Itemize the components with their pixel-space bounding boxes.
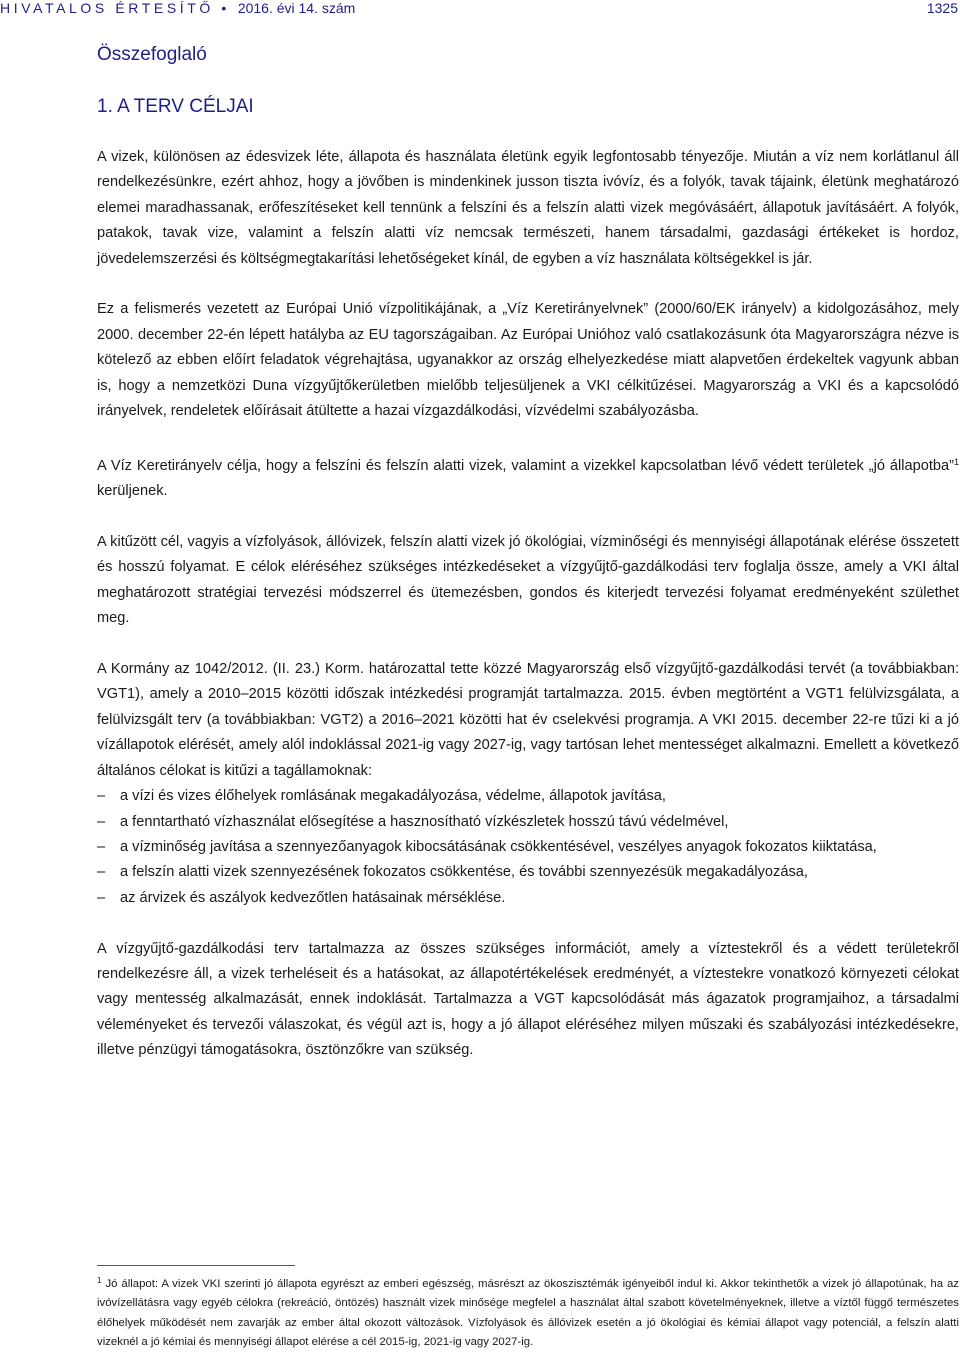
footnote [97,1271,959,1353]
list-dash: – [97,864,106,881]
list-item [97,886,959,911]
footnote-marker: 1 [97,1276,102,1285]
list-dash: – [97,788,106,805]
journal-name: HIVATALOS ÉRTESÍTŐ [0,0,214,16]
list-dash: – [97,838,106,855]
page-header [0,0,960,20]
list-item-text: a vízi és vizes élőhelyek romlásának megakadályozása, védelme, állapotok javítása, [120,788,666,805]
section-title: 1. A TERV CÉLJAI [97,96,254,117]
list-item-text: a vízminőség javítása a szennyezőanyagok kibocsátásának csökkentésével, veszélyes anyagok fokozatos kiiktatása, [120,838,877,855]
list-dash: – [97,813,106,830]
paragraph-3-text-end: kerüljenek. [97,483,168,500]
paragraph-6: A vízgyűjtő-gazdálkodási terv tartalmazza az összes szükséges információt, amely a víztestekről és a védett területekről rendelkezésre áll, a vizek terheléseit és a hatásokat, az állapotértékelések eredményét, a víztestekre vonatkozó környezeti célokat vagy mentesség alkalmazását, ennek indoklását. Tartalmazza a VGT kapcsolódását más ágazatok programjaihoz, a társadalmi véleményeket és tervezői válaszokat, és végül azt is, hogy a jó állapot eléréséhez milyen műszaki és szabályozási intézkedésekre, illetve pénzügyi támogatásokra, ösztönzőkre van szükség. [97,940,959,1059]
list-item [97,835,959,860]
list-item-text: a felszín alatti vizek szennyezésének fokozatos csökkentése, és további szennyezésük megakadályozása, [120,864,808,881]
paragraph-1: A vizek, különösen az édesvizek léte, állapota és használata életünk egyik legfontosabb tényezője. Miután a víz nem korlátlanul áll rendelkezésünkre, ezért ahhoz, hogy a jövőben is mindenkinek jusson tiszta ivóvíz, és a folyók, tavak tájaink, életünk meghatározó elemei maradhassanak, erőfeszítéseket kell tennünk a felszíni és a felszín alatti vizek megóvásáért, állapotuk javításáért. A folyók, patakok, tavak vize, valamint a felszín alatti víz nemcsak természeti, hanem társadalmi, gazdasági értékeket is hordoz, jövedelemszerzési és költségmegtakarítási lehetőségeket kínál, de egyben a víz használata költségekkel is jár. [97,149,959,267]
footnote-text: Jó állapot: A vizek VKI szerinti jó állapota egyrészt az emberi egészség, másrészt az ökoszisztémák igényeiből indul ki. Akkor tekinthetők a vizek jó állapotúnak, ha az ivóvízellátásra vagy egyéb célokra (rekreáció, öntözés) használt vizek minősége megfelel a használat által szabott követelményeknek, illetve a víztől függő természetes élőhelyek működését nem zavarják az ember által okozott változások. Vízfolyások és állóvizek esetén a jó ökológiai és kémiai állapot vagy potenciál, a felszín alatti vizeknél a jó kémiai és mennyiségi állapot elérése a cél 2015-ig, 2021-ig vagy 2027-ig. [97,1278,959,1349]
footnote-reference[interactable]: 1 [953,456,959,467]
paragraph-4: A kitűzött cél, vagyis a vízfolyások, állóvizek, felszín alatti vizek jó ökológiai, vízminőségi és mennyiségi állapotának elérése összetett és hosszú folyamat. E célok eléréséhez szükséges intézkedéseket a vízgyűjtő-gazdálkodási terv foglalja össze, amely a VKI által meghatározott stratégiai tervezési módszerrel és ütemezésben, gondos és kiterjedt tervezési folyamat eredményeként születhet meg. [97,534,959,627]
issue-label: 2016. évi 14. szám [237,0,356,16]
document-body [97,145,959,1089]
page-number: 1325 [926,0,958,16]
goals-list [97,784,959,911]
footnote-divider [97,1265,295,1266]
list-dash: – [97,889,106,906]
paragraph-3 [97,450,959,505]
list-item [97,810,959,835]
list-item-text: az árvizek és aszályok kedvezőtlen hatásainak mérséklése. [120,889,506,906]
paragraph-5: A Kormány az 1042/2012. (II. 23.) Korm. határozattal tette közzé Magyarország első vízgyűjtő-gazdálkodási tervét (a továbbiakban: VGT1), amely a 2010–2015 közötti időszak intézkedési programját tartalmazza. 2015. évben megtörtént a VGT1 felülvizsgálata, a felülvizsgált terv (a továbbiakban: VGT2) a 2016–2021 közötti hat év cselekvési programja. A VKI 2015. december 22-re tűzi ki a jó vízállapotok elérését, amely alól indoklással 2021-ig vagy 2027-ig, vagy tartósan lehet mentességet alkalmazni. Emellett a következő általános célokat is kitűzi a tagállamoknak: [97,661,959,779]
summary-title: Összefoglaló [97,44,207,65]
list-item [97,860,959,885]
paragraph-3-text: A Víz Keretirányelv célja, hogy a felszíni és felszín alatti vizek, valamint a vizekkel kapcsolatban lévő védett területek „jó állapotba” [97,457,954,474]
list-item [97,784,959,809]
paragraph-2: Ez a felismerés vezetett az Európai Unió vízpolitikájának, a „Víz Keretirányelvnek” (2000/60/EK irányelv) a kidolgozásához, mely 2000. december 22-én lépett hatályba az EU tagországaiban. Az Európai Unióhoz való csatlakozásunk óta Magyarországra nézve is kötelező az ebben előírt feladatok végrehajtása, ugyanakkor az ország elhelyezkedése miatt alapvetően érdekeltek vagyunk abban is, hogy a nemzetközi Duna vízgyűjtőkerületben mielőbb teljesüljenek a VKI célkitűzései. Magyarország a VKI és a kapcsolódó irányelvek, rendeletek előírásait átültette a hazai vízgazdálkodási, vízvédelmi szabályozásba. [97,301,959,420]
list-item-text: a fenntartható vízhasználat elősegítése a hasznosítható vízkészletek hosszú távú védelmével, [120,813,729,830]
header-separator: • [221,0,227,16]
header-left [0,0,355,16]
